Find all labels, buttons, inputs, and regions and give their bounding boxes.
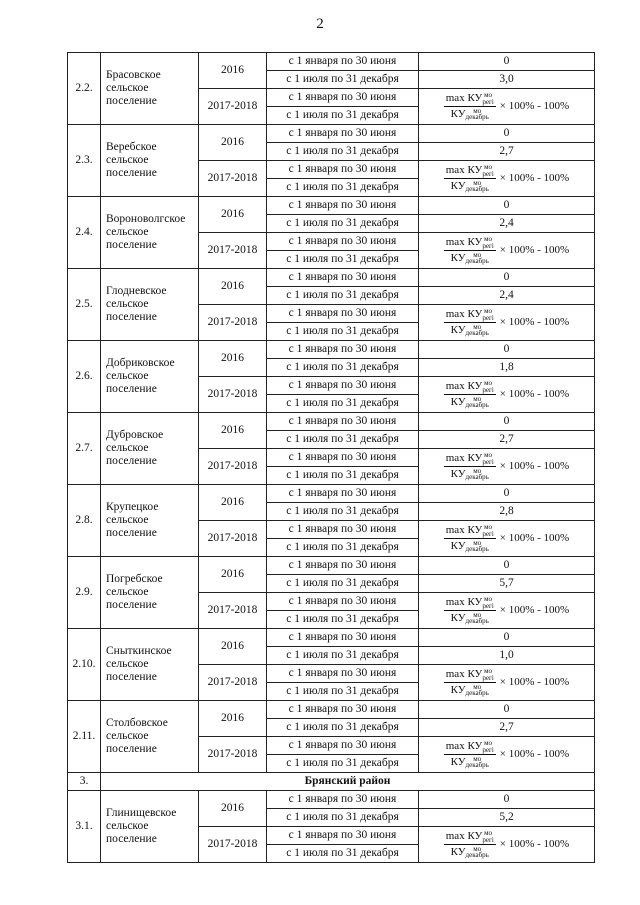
value-cell: 2,4	[419, 287, 595, 305]
row-number: 2.7.	[68, 413, 101, 485]
period-cell: с 1 января по 30 июня	[267, 629, 419, 647]
year-cell: 2017-2018	[199, 737, 267, 773]
growth-formula: max КУ мо регі КУ мо декабрь × 100% - 100%	[445, 595, 570, 626]
period-cell: с 1 июля по 31 декабря	[267, 719, 419, 737]
year-cell: 2017-2018	[199, 665, 267, 701]
growth-formula: max КУ мо регі КУ мо декабрь × 100% - 100%	[445, 307, 570, 338]
value-cell: 2,4	[419, 215, 595, 233]
period-cell: с 1 января по 30 июня	[267, 701, 419, 719]
year-cell: 2016	[199, 791, 267, 827]
value-cell: 0	[419, 557, 595, 575]
table-row	[68, 791, 595, 809]
period-cell: с 1 января по 30 июня	[267, 737, 419, 755]
value-cell: 0	[419, 701, 595, 719]
period-cell: с 1 июля по 31 декабря	[267, 215, 419, 233]
period-cell: с 1 июля по 31 декабря	[267, 683, 419, 701]
value-cell: 0	[419, 413, 595, 431]
growth-formula: max КУ мо регі КУ мо декабрь × 100% - 100%	[445, 739, 570, 770]
value-cell: 1,8	[419, 359, 595, 377]
period-cell: с 1 января по 30 июня	[267, 827, 419, 845]
period-cell: с 1 июля по 31 декабря	[267, 251, 419, 269]
growth-formula: max КУ мо регі КУ мо декабрь × 100% - 100%	[445, 829, 570, 860]
formula-cell	[419, 593, 595, 629]
period-cell: с 1 июля по 31 декабря	[267, 395, 419, 413]
row-number: 2.6.	[68, 341, 101, 413]
row-number: 2.10.	[68, 629, 101, 701]
section-number: 3.	[68, 773, 101, 791]
year-cell: 2017-2018	[199, 521, 267, 557]
period-cell: с 1 июля по 31 декабря	[267, 575, 419, 593]
year-cell: 2017-2018	[199, 233, 267, 269]
tariff-table	[67, 52, 595, 863]
table-row	[68, 341, 595, 359]
row-number: 2.3.	[68, 125, 101, 197]
value-cell: 0	[419, 341, 595, 359]
formula-cell	[419, 161, 595, 197]
settlement-name: Брасовское сельское поселение	[101, 53, 199, 125]
year-cell: 2016	[199, 341, 267, 377]
period-cell: с 1 января по 30 июня	[267, 665, 419, 683]
row-number: 2.8.	[68, 485, 101, 557]
year-cell: 2016	[199, 413, 267, 449]
formula-cell	[419, 827, 595, 863]
period-cell: с 1 июля по 31 декабря	[267, 71, 419, 89]
settlement-name: Веребское сельское поселение	[101, 125, 199, 197]
period-cell: с 1 июля по 31 декабря	[267, 539, 419, 557]
section-title: Брянский район	[101, 773, 595, 791]
year-cell: 2016	[199, 629, 267, 665]
value-cell: 5,7	[419, 575, 595, 593]
period-cell: с 1 января по 30 июня	[267, 791, 419, 809]
period-cell: с 1 января по 30 июня	[267, 341, 419, 359]
year-cell: 2016	[199, 485, 267, 521]
value-cell: 0	[419, 197, 595, 215]
period-cell: с 1 июля по 31 декабря	[267, 107, 419, 125]
growth-formula: max КУ мо регі КУ мо декабрь × 100% - 100%	[445, 163, 570, 194]
period-cell: с 1 января по 30 июня	[267, 89, 419, 107]
row-number: 3.1.	[68, 791, 101, 863]
value-cell: 0	[419, 791, 595, 809]
period-cell: с 1 января по 30 июня	[267, 557, 419, 575]
row-number: 2.9.	[68, 557, 101, 629]
growth-formula: max КУ мо регі КУ мо декабрь × 100% - 100%	[445, 235, 570, 266]
table-row	[68, 197, 595, 215]
table-row	[68, 701, 595, 719]
year-cell: 2017-2018	[199, 89, 267, 125]
period-cell: с 1 июля по 31 декабря	[267, 503, 419, 521]
period-cell: с 1 января по 30 июня	[267, 413, 419, 431]
year-cell: 2016	[199, 269, 267, 305]
settlement-name: Вороноволгское сельское поселение	[101, 197, 199, 269]
period-cell: с 1 июля по 31 декабря	[267, 143, 419, 161]
formula-cell	[419, 665, 595, 701]
growth-formula: max КУ мо регі КУ мо декабрь × 100% - 100%	[445, 379, 570, 410]
settlement-name: Глодневское сельское поселение	[101, 269, 199, 341]
year-cell: 2016	[199, 53, 267, 89]
formula-cell	[419, 521, 595, 557]
year-cell: 2016	[199, 125, 267, 161]
value-cell: 2,8	[419, 503, 595, 521]
year-cell: 2017-2018	[199, 161, 267, 197]
year-cell: 2017-2018	[199, 827, 267, 863]
period-cell: с 1 июля по 31 декабря	[267, 359, 419, 377]
row-number: 2.4.	[68, 197, 101, 269]
table-row	[68, 629, 595, 647]
year-cell: 2016	[199, 557, 267, 593]
period-cell: с 1 января по 30 июня	[267, 485, 419, 503]
growth-formula: max КУ мо регі КУ мо декабрь × 100% - 100%	[445, 667, 570, 698]
table-row	[68, 125, 595, 143]
period-cell: с 1 января по 30 июня	[267, 269, 419, 287]
formula-cell	[419, 377, 595, 413]
formula-cell	[419, 233, 595, 269]
period-cell: с 1 июля по 31 декабря	[267, 287, 419, 305]
value-cell: 0	[419, 269, 595, 287]
value-cell: 5,2	[419, 809, 595, 827]
value-cell: 0	[419, 629, 595, 647]
period-cell: с 1 июля по 31 декабря	[267, 611, 419, 629]
row-number: 2.11.	[68, 701, 101, 773]
formula-cell	[419, 89, 595, 125]
period-cell: с 1 января по 30 июня	[267, 521, 419, 539]
year-cell: 2017-2018	[199, 449, 267, 485]
value-cell: 1,0	[419, 647, 595, 665]
settlement-name: Добриковское сельское поселение	[101, 341, 199, 413]
period-cell: с 1 января по 30 июня	[267, 593, 419, 611]
value-cell: 0	[419, 53, 595, 71]
year-cell: 2017-2018	[199, 377, 267, 413]
table-row	[68, 269, 595, 287]
period-cell: с 1 июля по 31 декабря	[267, 809, 419, 827]
value-cell: 0	[419, 485, 595, 503]
period-cell: с 1 января по 30 июня	[267, 197, 419, 215]
table-row	[68, 413, 595, 431]
value-cell: 2,7	[419, 431, 595, 449]
period-cell: с 1 июля по 31 декабря	[267, 431, 419, 449]
period-cell: с 1 января по 30 июня	[267, 449, 419, 467]
period-cell: с 1 января по 30 июня	[267, 305, 419, 323]
period-cell: с 1 января по 30 июня	[267, 125, 419, 143]
year-cell: 2017-2018	[199, 593, 267, 629]
year-cell: 2016	[199, 197, 267, 233]
year-cell: 2016	[199, 701, 267, 737]
period-cell: с 1 июля по 31 декабря	[267, 845, 419, 863]
growth-formula: max КУ мо регі КУ мо декабрь × 100% - 100%	[445, 91, 570, 122]
settlement-name: Глинищевское сельское поселение	[101, 791, 199, 863]
formula-cell	[419, 305, 595, 341]
settlement-name: Сныткинское сельское поселение	[101, 629, 199, 701]
table-row	[68, 53, 595, 71]
value-cell: 3,0	[419, 71, 595, 89]
period-cell: с 1 июля по 31 декабря	[267, 323, 419, 341]
value-cell: 2,7	[419, 719, 595, 737]
period-cell: с 1 июля по 31 декабря	[267, 467, 419, 485]
growth-formula: max КУ мо регі КУ мо декабрь × 100% - 100%	[445, 523, 570, 554]
row-number: 2.5.	[68, 269, 101, 341]
settlement-name: Столбовское сельское поселение	[101, 701, 199, 773]
value-cell: 0	[419, 125, 595, 143]
period-cell: с 1 июля по 31 декабря	[267, 647, 419, 665]
period-cell: с 1 января по 30 июня	[267, 377, 419, 395]
period-cell: с 1 января по 30 июня	[267, 233, 419, 251]
page-number: 2	[316, 16, 324, 32]
period-cell: с 1 января по 30 июня	[267, 161, 419, 179]
formula-cell	[419, 449, 595, 485]
table-row	[68, 557, 595, 575]
table-row	[68, 485, 595, 503]
year-cell: 2017-2018	[199, 305, 267, 341]
section-row	[68, 773, 595, 791]
settlement-name: Дубровское сельское поселение	[101, 413, 199, 485]
settlement-name: Крупецкое сельское поселение	[101, 485, 199, 557]
period-cell: с 1 июля по 31 декабря	[267, 179, 419, 197]
growth-formula: max КУ мо регі КУ мо декабрь × 100% - 100%	[445, 451, 570, 482]
row-number: 2.2.	[68, 53, 101, 125]
formula-cell	[419, 737, 595, 773]
value-cell: 2,7	[419, 143, 595, 161]
settlement-name: Погребское сельское поселение	[101, 557, 199, 629]
period-cell: с 1 июля по 31 декабря	[267, 755, 419, 773]
period-cell: с 1 января по 30 июня	[267, 53, 419, 71]
